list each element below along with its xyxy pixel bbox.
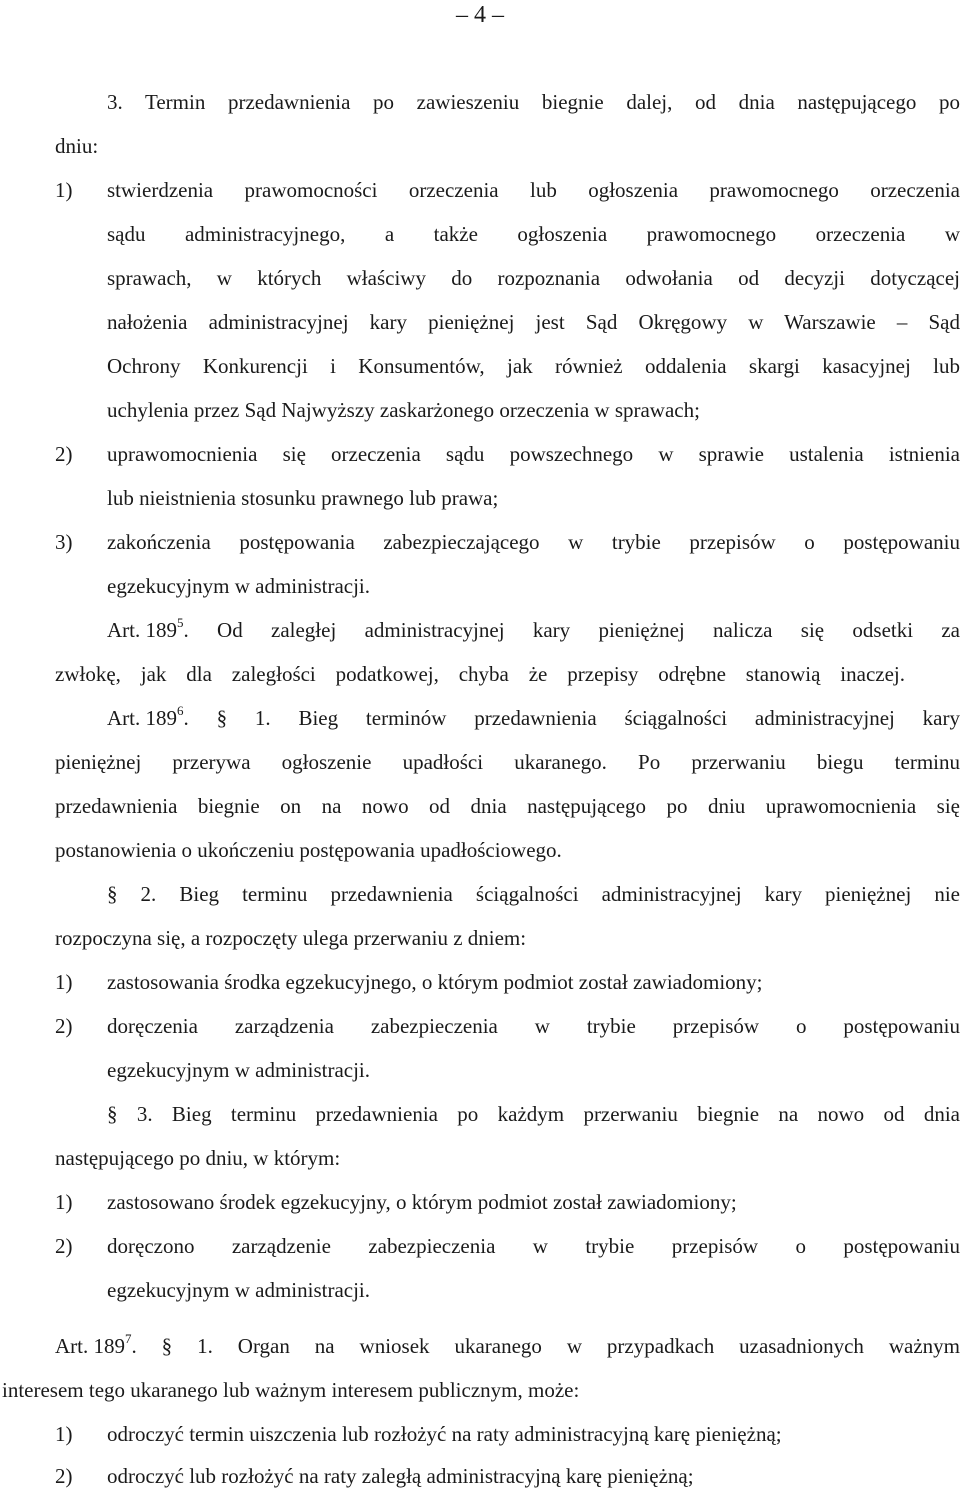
list-number: 2) [55, 1232, 73, 1260]
list-item-line: uprawomocnienia się orzeczenia sądu powszechnego w sprawie ustalenia istnienia [107, 440, 960, 468]
article-superscript: 5 [177, 615, 184, 630]
list-number: 2) [55, 440, 73, 468]
list-number: 1) [55, 1188, 73, 1216]
paragraph-line: interesem tego ukaranego lub ważnym interesem publicznym, może: [2, 1376, 579, 1404]
paragraph-line: przedawnienia biegnie on na nowo od dnia następującego po dniu uprawomocnienia się [55, 792, 960, 820]
list-item-line: zakończenia postępowania zabezpieczającego w trybie przepisów o postępowaniu [107, 528, 960, 556]
list-number: 1) [55, 176, 73, 204]
paragraph-line: 3. Termin przedawnienia po zawieszeniu biegnie dalej, od dnia następującego po [107, 88, 960, 116]
list-item-line: stwierdzenia prawomocności orzeczenia lub ogłoszenia prawomocnego orzeczenia [107, 176, 960, 204]
list-item-line: lub nieistnienia stosunku prawnego lub prawa; [107, 484, 498, 512]
article-heading-line [55, 1332, 960, 1360]
article-text: . Od zaległej administracyjnej kary pieniężnej nalicza się odsetki za [184, 616, 960, 644]
list-number: 1) [55, 968, 73, 996]
article-label: Art. 189 [55, 1334, 125, 1358]
list-number: 2) [55, 1462, 73, 1490]
list-item-line: odroczyć lub rozłożyć na raty zaległą administracyjną karę pieniężną; [107, 1462, 694, 1490]
list-item-line: zastosowania środka egzekucyjnego, o którym podmiot został zawiadomiony; [107, 968, 763, 996]
paragraph-line: rozpoczyna się, a rozpoczęty ulega przerwaniu z dniem: [55, 924, 526, 952]
article-label: Art. 189 [107, 706, 177, 730]
paragraph-line: § 3. Bieg terminu przedawnienia po każdym przerwaniu biegnie na nowo od dnia [107, 1100, 960, 1128]
article-superscript: 7 [125, 1331, 132, 1346]
article-number [107, 704, 184, 732]
article-superscript: 6 [177, 703, 184, 718]
list-item-line: uchylenia przez Sąd Najwyższy zaskarżonego orzeczenia w sprawach; [107, 396, 700, 424]
list-item-line: odroczyć termin uiszczenia lub rozłożyć na raty administracyjną karę pieniężną; [107, 1420, 782, 1448]
list-number: 3) [55, 528, 73, 556]
list-number: 1) [55, 1420, 73, 1448]
list-item-line: Ochrony Konkurencji i Konsumentów, jak również oddalenia skargi kasacyjnej lub [107, 352, 960, 380]
article-heading-line [107, 616, 960, 644]
paragraph-line: pieniężnej przerywa ogłoszenie upadłości ukaranego. Po przerwaniu biegu terminu [55, 748, 960, 776]
list-item-line: doręczono zarządzenie zabezpieczenia w trybie przepisów o postępowaniu [107, 1232, 960, 1260]
article-number [55, 1332, 132, 1360]
list-item-line: sądu administracyjnego, a także ogłoszenia prawomocnego orzeczenia w [107, 220, 960, 248]
list-item-line: doręczenia zarządzenia zabezpieczenia w trybie przepisów o postępowaniu [107, 1012, 960, 1040]
list-item-line: egzekucyjnym w administracji. [107, 1056, 370, 1084]
paragraph-line: następującego po dniu, w którym: [55, 1144, 340, 1172]
list-item-line: egzekucyjnym w administracji. [107, 572, 370, 600]
article-label: Art. 189 [107, 618, 177, 642]
paragraph-line: dniu: [55, 132, 98, 160]
article-number [107, 616, 184, 644]
list-item-line: nałożenia administracyjnej kary pieniężnej jest Sąd Okręgowy w Warszawie – Sąd [107, 308, 960, 336]
article-heading-line [107, 704, 960, 732]
paragraph-line: postanowienia o ukończeniu postępowania upadłościowego. [55, 836, 562, 864]
paragraph-line: § 2. Bieg terminu przedawnienia ściągalności administracyjnej kary pieniężnej nie [107, 880, 960, 908]
article-text: . § 1. Bieg terminów przedawnienia ściągalności administracyjnej kary [184, 704, 960, 732]
paragraph-line: zwłokę, jak dla zaległości podatkowej, chyba że przepisy odrębne stanowią inaczej. [55, 660, 905, 688]
page-number: – 4 – [0, 1, 960, 29]
list-number: 2) [55, 1012, 73, 1040]
list-item-line: sprawach, w których właściwy do rozpoznania odwołania od decyzji dotyczącej [107, 264, 960, 292]
article-text: . § 1. Organ na wniosek ukaranego w przypadkach uzasadnionych ważnym [132, 1332, 960, 1360]
list-item-line: zastosowano środek egzekucyjny, o którym podmiot został zawiadomiony; [107, 1188, 737, 1216]
list-item-line: egzekucyjnym w administracji. [107, 1276, 370, 1304]
